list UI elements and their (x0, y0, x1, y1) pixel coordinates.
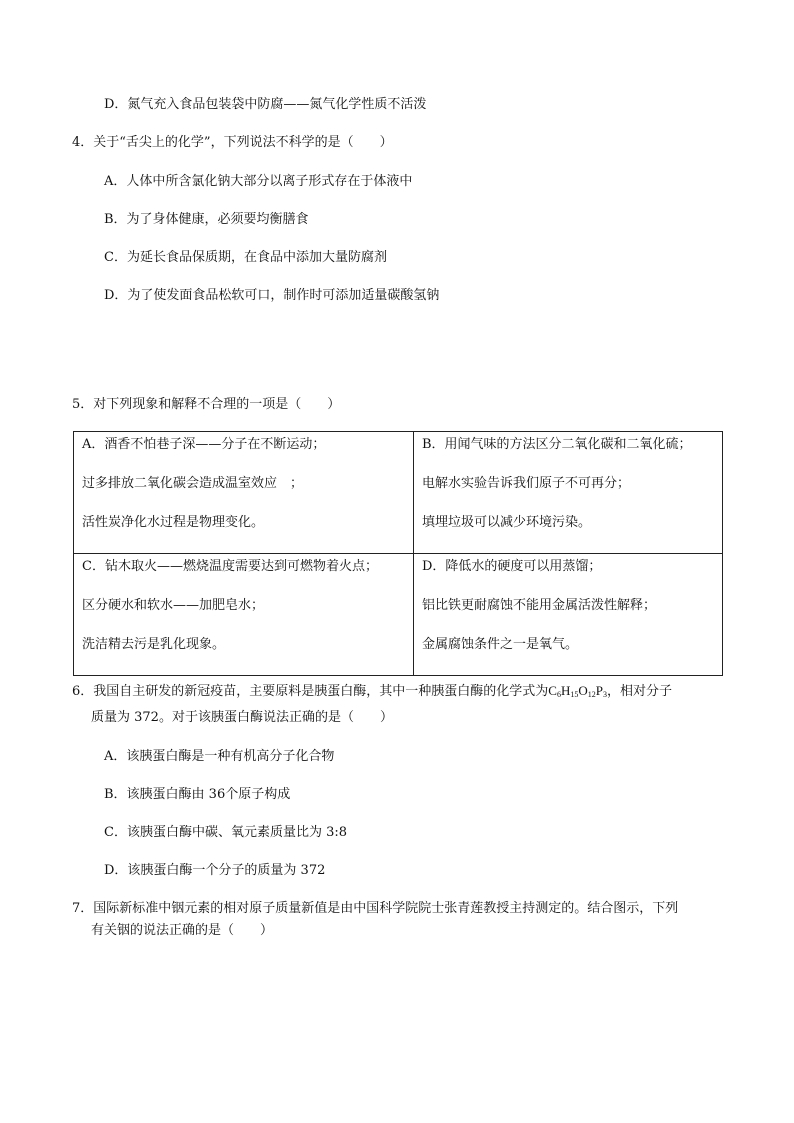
q5-cell-d (414, 554, 723, 676)
q6-stem-line2: 质量为 372。对于该胰蛋白酶说法正确的是（ ） (91, 710, 393, 725)
q5-options-table (73, 431, 723, 676)
q5-cell-a-line: 过多排放二氧化碳会造成温室效应 ； (82, 476, 304, 491)
q5-cell-a (74, 432, 414, 554)
q5-cell-c-line: 洗洁精去污是乳化现象。 (82, 637, 226, 652)
q5-cell-d-line: 金属腐蚀条件之一是氧气。 (422, 637, 579, 652)
q6-stem-line1 (72, 682, 672, 704)
q5-cell-a-line: A．酒香不怕巷子深——分子在不断运动； (82, 437, 326, 452)
q4-stem: 4．关于“舌尖上的化学”，下列说法不科学的是（ ） (72, 135, 393, 150)
q6-option-b: B．该胰蛋白酶由 36个原子构成 (104, 787, 291, 802)
q5-cell-d-line: 铝比铁更耐腐蚀不能用金属活泼性解释； (422, 598, 657, 613)
q5-cell-c-line: 区分硬水和软水——加肥皂水； (82, 598, 265, 613)
q5-cell-c-line: C．钻木取火——燃烧温度需要达到可燃物着火点； (82, 559, 378, 574)
q6-stem-text-tail: ，相对分子 (606, 684, 672, 699)
q6-option-d: D．该胰蛋白酶一个分子的质量为 372 (104, 863, 326, 878)
q6-stem-text: 6．我国自主研发的新冠疫苗，主要原料是胰蛋白酶，其中一种胰蛋白酶的化学式为 (72, 684, 549, 699)
q5-cell-c (74, 554, 414, 676)
q4-option-b: B．为了身体健康，必须要均衡膳食 (104, 212, 309, 227)
q6-chemical-formula: $C_6H_{15}O_{12}P_3$ (548, 683, 607, 699)
q5-cell-b-line: B．用闻气味的方法区分二氧化碳和二氧化硫； (422, 437, 692, 452)
q6-option-c: C．该胰蛋白酶中碳、氧元素质量比为 3:8 (104, 825, 348, 840)
q7-stem-line1: 7．国际新标准中铟元素的相对原子质量新值是由中国科学院院士张青莲教授主持测定的。结合图示，下列 (72, 901, 679, 916)
q5-stem: 5．对下列现象和解释不合理的一项是（ ） (72, 397, 341, 412)
q5-cell-b (414, 432, 723, 554)
q6-option-a: A．该胰蛋白酶是一种有机高分子化合物 (104, 749, 335, 764)
q4-option-c: C．为延长食品保质期，在食品中添加大量防腐剂 (104, 250, 387, 265)
q4-option-a: A．人体中所含氯化钠大部分以离子形式存在于体液中 (104, 174, 413, 189)
q7-stem-line2: 有关铟的说法正确的是（ ） (91, 923, 274, 938)
q5-cell-a-line: 活性炭净化水过程是物理变化。 (82, 515, 265, 530)
q5-cell-d-line: D．降低水的硬度可以用蒸馏； (422, 559, 602, 574)
q4-option-d: D．为了使发面食品松软可口，制作时可添加适量碳酸氢钠 (104, 288, 440, 303)
q3-option-d: D．氮气充入食品包装袋中防腐——氮气化学性质不活泼 (104, 97, 427, 112)
q5-cell-b-line: 电解水实验告诉我们原子不可再分； (422, 476, 631, 491)
q5-cell-b-line: 填埋垃圾可以减少环境污染。 (422, 515, 592, 530)
